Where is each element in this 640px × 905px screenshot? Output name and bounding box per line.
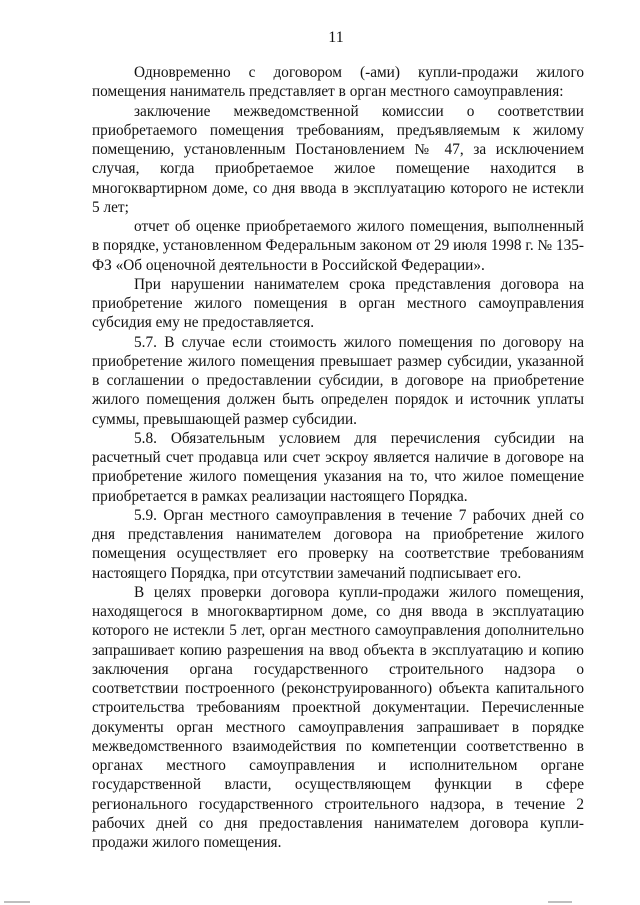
paragraph-verification: В целях проверки договора купли-продажи жилого помещения, находящегося в многоквартирном доме, со дня ввода в эксплуатацию которого не истекли 5 лет, орган местного самоуправления дополнительно запрашивает копию разрешения на ввод объекта в эксплуатацию и копию заключения органа государственного строительного надзора о соответствии построенного (реконструированного) объекта капитального строительства требованиям проектной документации. Перечисленные документы орган местного самоуправления запрашивает в порядке межведомственного взаимодействия по компетенции соответственно в органах местного самоуправления и исполнительном органе государственной власти, осуществляющем функции в сфере регионального государственного строительного надзора, в течение 2 рабочих дней со дня предоставления нанимателем договора купли-продажи жилого помещения. — [92, 583, 584, 851]
document-body — [92, 63, 584, 852]
page-number: 11 — [328, 29, 344, 46]
paragraph-valuation-report: отчет об оценке приобретаемого жилого помещения, выполненный в порядке, установленном Федеральным законом от 29 июля 1998 г. № 135-ФЗ «Об оценочной деятельности в Российской Федерации». — [92, 218, 584, 274]
scan-edge-mark — [548, 901, 572, 903]
paragraph-commission-conclusion: заключение межведомственной комиссии о соответствии приобретаемого помещения требованиям, предъявляемым к жилому помещению, установленным Постановлением № 47, за исключением случая, когда приобретаемое жилое помещение находится в многоквартирном доме, со дня ввода в эксплуатацию которого не истекли 5 лет; — [92, 102, 584, 216]
scan-edge-mark — [4, 901, 30, 903]
paragraph-deadline-violation: При нарушении нанимателем срока представления договора на приобретение жилого помещения в орган местного самоуправления субсидия ему не предоставляется. — [92, 275, 584, 332]
paragraph-submission-intro: Одновременно с договором (-ами) купли-продажи жилого помещения наниматель представляет в орган местного самоуправления: — [92, 64, 584, 101]
paragraph-5-9: 5.9. Орган местного самоуправления в течение 7 рабочих дней со дня представления нанимателем договора на приобретение жилого помещения осуществляет его проверку на соответствие требованиям настоящего Порядка, при отсутствии замечаний подписывает его. — [92, 506, 584, 582]
paragraph-5-8: 5.8. Обязательным условием для перечисления субсидии на расчетный счет продавца или счет эскроу является наличие в договоре на приобретение жилого помещения указания на то, что жилое помещение приобретается в рамках реализации настоящего Порядка. — [92, 429, 584, 505]
paragraph-5-7: 5.7. В случае если стоимость жилого помещения по договору на приобретение жилого помещения превышает размер субсидии, указанной в соглашении о предоставлении субсидии, в договоре на приобретение жилого помещения должен быть определен порядок и источник уплаты суммы, превышающей размер субсидии. — [92, 333, 584, 428]
